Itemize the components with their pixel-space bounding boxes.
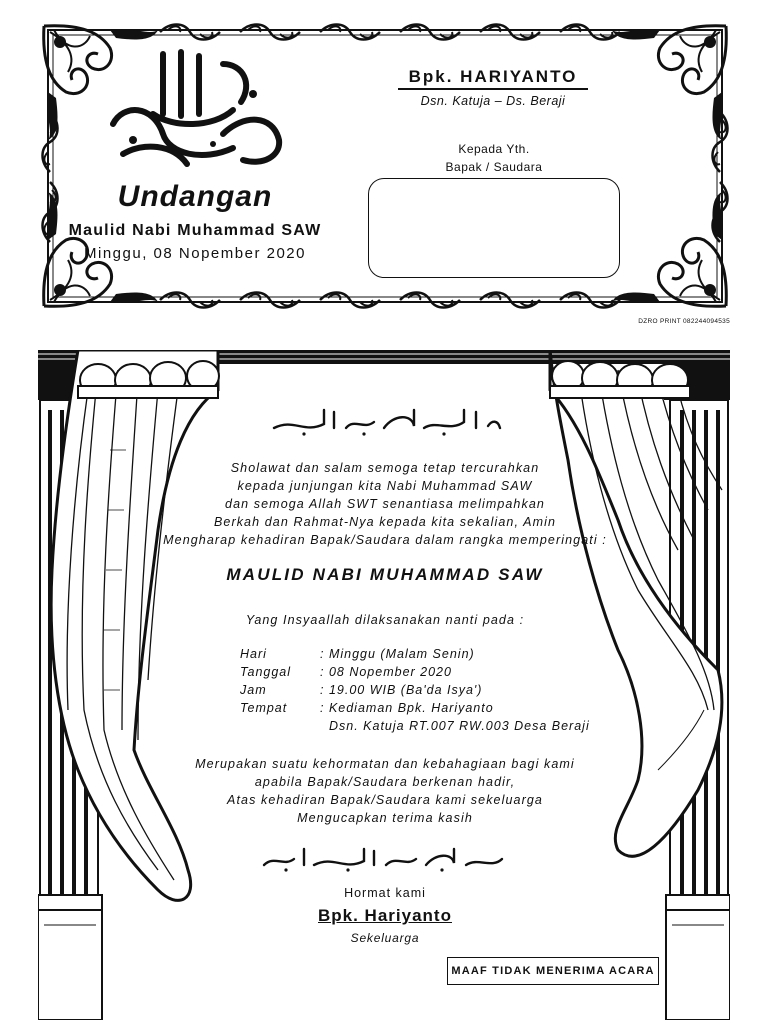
closing-line: Mengucapkan terima kasih — [297, 811, 473, 825]
detail-row-time — [240, 683, 482, 697]
invitation-title: Undangan — [117, 180, 273, 213]
detail-row-day — [240, 647, 475, 661]
printer-credit: DZRO PRINT 082244094535 — [638, 318, 730, 325]
signature-name: Bpk. Hariyanto — [318, 906, 452, 925]
signature-family: Sekeluarga — [350, 931, 420, 945]
intro-line: kepada junjungan kita Nabi Muhammad SAW — [237, 479, 533, 493]
closing-paragraph — [160, 755, 610, 827]
detail-row-date — [240, 665, 452, 679]
arabic-calligraphy-icon — [103, 44, 288, 174]
detail-label: Hari — [240, 647, 267, 661]
recipient-address-box — [368, 178, 620, 278]
closing-line: apabila Bapak/Saudara berkenan hadir, — [254, 775, 516, 789]
event-date: Minggu, 08 Nopember 2020 — [84, 245, 306, 262]
intro-line: dan semoga Allah SWT senantiasa melimpahkan — [225, 497, 545, 511]
arabic-salam-opening-icon — [264, 404, 504, 438]
intro-line: Mengharap kehadiran Bapak/Saudara dalam rangka memperingati : — [163, 533, 607, 547]
notice-text: MAAF TIDAK MENERIMA ACARA — [451, 965, 655, 977]
detail-value: : Minggu (Malam Senin) — [320, 647, 475, 661]
recipient-title: Bapak / Saudara — [445, 160, 543, 174]
closing-line: Atas kehadiran Bapak/Saudara kami sekeluarga — [227, 793, 543, 807]
recipient-to-label: Kepada Yth. — [458, 142, 530, 156]
detail-label: Tempat — [240, 701, 288, 715]
detail-label: Jam — [240, 683, 267, 697]
intro-line: Berkah dan Rahmat-Nya kepada kita sekalian, Amin — [213, 515, 557, 529]
detail-row-venue — [240, 701, 494, 715]
regards-label: Hormat kami — [344, 886, 426, 900]
event-heading: MAULID NABI MUHAMMAD SAW — [226, 565, 544, 584]
detail-value: : Kediaman Bpk. Hariyanto — [320, 701, 494, 715]
detail-value: : 19.00 WIB (Ba'da Isya') — [320, 683, 483, 697]
event-subtitle: Maulid Nabi Muhammad SAW — [68, 222, 322, 239]
detail-venue-address: Dsn. Katuja RT.007 RW.003 Desa Beraji — [329, 719, 590, 733]
arabic-salam-closing-icon — [256, 843, 508, 873]
schedule-intro: Yang Insyaallah dilaksanakan nanti pada : — [245, 613, 525, 627]
notice-box — [447, 957, 659, 985]
sender-address: Dsn. Katuja – Ds. Beraji — [420, 94, 566, 108]
closing-line: Merupakan suatu kehormatan dan kebahagiaan bagi kami — [195, 757, 575, 771]
intro-line: Sholawat dan salam semoga tetap tercurahkan — [230, 461, 540, 475]
intro-paragraph — [160, 459, 610, 549]
detail-value: : 08 Nopember 2020 — [320, 665, 452, 679]
sender-name: Bpk. HARIYANTO — [398, 67, 588, 90]
detail-label: Tanggal — [240, 665, 292, 679]
